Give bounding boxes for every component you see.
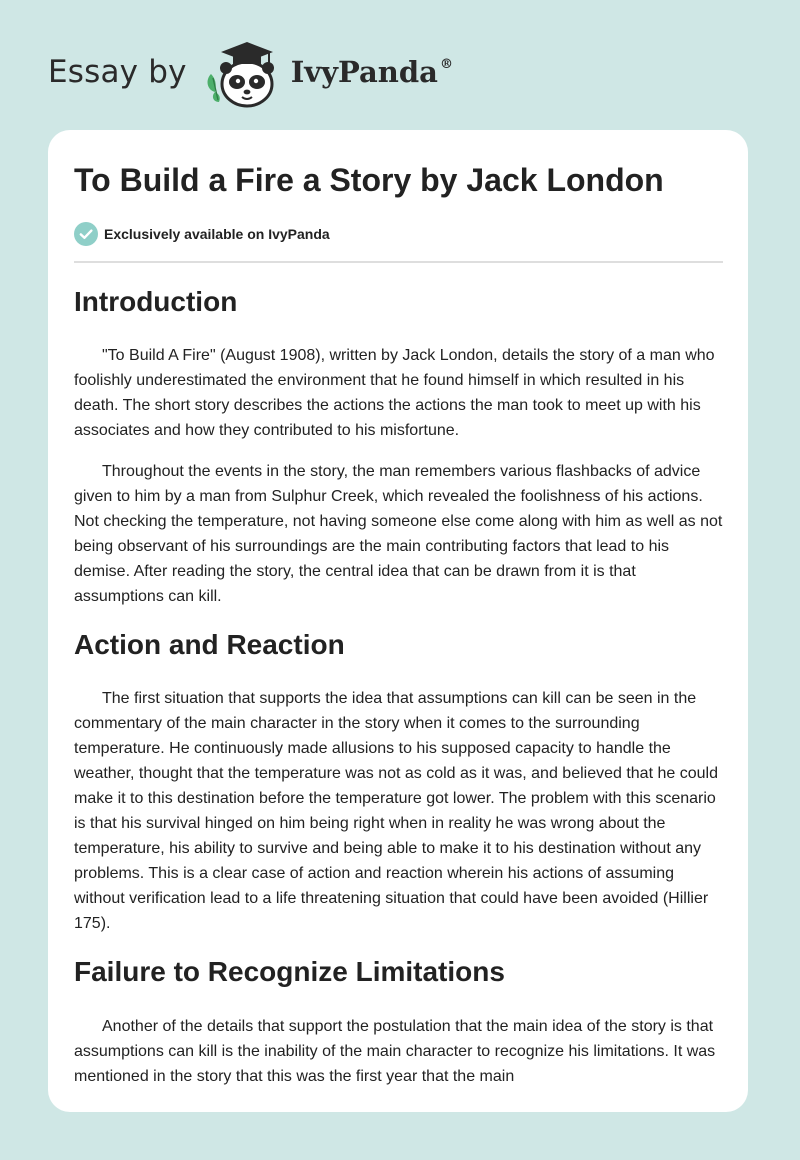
paragraph-introduction-2: Throughout the events in the story, the man remembers various flashbacks of advice given to him by a man from Sulphur Creek, which revealed the foolishness of his actions. Not checking the temperature, not having someone else come along with him as well as not being observant of his surroundings are the main contributing factors that lead to his demise. After reading the story, the central idea that can be drawn from it is that assumptions can kill. [74,463,723,605]
registered-mark: ® [439,57,453,72]
site-header [48,34,453,110]
graduate-panda-icon[interactable] [201,34,289,110]
title-divider [74,261,723,263]
brand-wordmark[interactable] [291,55,453,89]
brand-name: IvyPanda [290,55,438,89]
exclusive-badge-text: Exclusively available on IvyPanda [104,226,330,242]
section-heading-introduction: Introduction [74,286,238,317]
paragraph-action-and-reaction-1: The first situation that supports the idea that assumptions can kill can be seen in the commentary of the main character in the story when it comes to the surrounding temperature. He continuously made allusions to his supposed capacity to handle the weather, thought that the temperature was not as cold as it was, and believed that he could make it to this destination before the temperature got lower. The problem with this scenario is that his survival hinged on him being right when in reality he was wrong about the temperature, his ability to survive and being able to make it to his destination without any problems. This is a clear case of action and reaction wherein his actions of assuming without verification lead to a life threatening situation that could have been avoided (Hillier 175). [74,690,718,932]
check-circle-icon [74,222,98,246]
section-heading-action-and-reaction: Action and Reaction [74,629,345,660]
section-heading-failure-to-recognize-limitations: Failure to Recognize Limitations [74,956,505,987]
essay-card [48,130,748,1112]
paragraph-introduction-1: "To Build A Fire" (August 1908), written by Jack London, details the story of a man who foolishly underestimated the environment that he found himself in which resulted in his death. The short story describes the actions the actions the man took to meet up with his associates and how they contributed to his misfortune. [74,347,715,439]
paragraph-failure-to-recognize-limitations-1: Another of the details that support the postulation that the main idea of the story is that assumptions can kill is the inability of the main character to recognize his limitations. It was mentioned in the story that this was the first year that the main [74,1018,716,1085]
essay-by-label: Essay by [48,54,187,90]
exclusive-badge [74,222,330,246]
page-title: To Build a Fire a Story by Jack London [74,162,664,198]
